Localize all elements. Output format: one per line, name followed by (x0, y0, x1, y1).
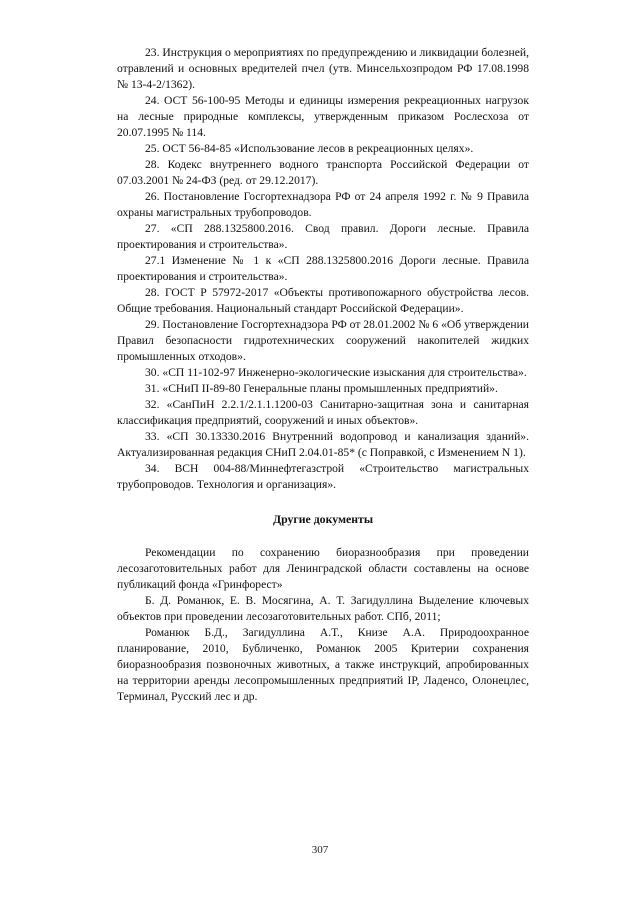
list-item: 30. «СП 11-102-97 Инженерно-экологические изыскания для строительства». (145, 366, 527, 379)
list-item: Б. Д. Романюк, Е. В. Мосягина, А. Т. Загидуллина Выделение ключевых объектов при проведении лесозаготовительных работ. СПб, 2011; (117, 594, 529, 623)
section-heading: Другие документы (272, 512, 374, 526)
list-item: 24. ОСТ 56-100-95 Методы и единицы измерения рекреационных нагрузок на лесные природные комплексы, утвержденным приказом Рослесхоза от 20.07.1995 № 114. (117, 94, 529, 139)
page-number: 307 (311, 844, 329, 856)
page-body (117, 45, 529, 705)
list-item: 28. Кодекс внутреннего водного транспорта Российской Федерации от 07.03.2001 № 24-ФЗ (ред. от 29.12.2017). (117, 158, 529, 187)
list-item: 26. Постановление Госгортехнадзора РФ от 24 апреля 1992 г. № 9 Правила охраны магистральных трубопроводов. (117, 190, 529, 219)
list-item: 23. Инструкция о мероприятиях по предупреждению и ликвидации болезней, отравлений и основных вредителей пчел (утв. Минсельхозпродом РФ 17.08.1998 № 13-4-2/1362). (117, 46, 530, 91)
references-list (117, 45, 529, 493)
other-documents-list (117, 545, 529, 705)
list-item: 33. «СП 30.13330.2016 Внутренний водопровод и канализация зданий». Актуализированная редакция СНиП 2.04.01-85* (с Поправкой, с Изменением N 1). (117, 430, 529, 459)
list-item: Рекомендации по сохранению биоразнообразия при проведении лесозаготовительных работ для Ленинградской области составлены на основе публикаций фонда «Гринфорест» (117, 546, 529, 591)
list-item: 32. «СанПиН 2.2.1/2.1.1.1200-03 Санитарно-защитная зона и санитарная классификация предприятий, сооружений и иных объектов». (117, 398, 529, 427)
list-item: 25. ОСТ 56-84-85 «Использование лесов в рекреационных целях». (145, 142, 474, 155)
list-item: 29. Постановление Госгортехнадзора РФ от 28.01.2002 № 6 «Об утверждении Правил безопасности гидротехнических сооружений накопителей жидких промышленных отходов». (117, 318, 529, 363)
list-item: 28. ГОСТ Р 57972-2017 «Объекты противопожарного обустройства лесов. Общие требования. Национальный стандарт Российской Федерации». (117, 286, 529, 315)
list-item: 34. ВСН 004-88/Миннефтегазстрой «Строительство магистральных трубопроводов. Технология и организация». (117, 462, 529, 491)
list-item: Романюк Б.Д., Загидуллина А.Т., Книзе А.А. Природоохранное планирование, 2010, Бубличенко, Романюк 2005 Критерии сохранения биоразнообразия позвоночных животных, а также инструкций, апробированных на территории аренды лесопромышленных предприятий IP, Ладенсо, Олонецлес, Терминал, Русский лес и др. (117, 626, 529, 703)
list-item: 31. «СНиП II-89-80 Генеральные планы промышленных предприятий». (145, 382, 498, 395)
list-item: 27.1 Изменение № 1 к «СП 288.1325800.2016 Дороги лесные. Правила проектирования и строительства». (117, 254, 529, 283)
list-item: 27. «СП 288.1325800.2016. Свод правил. Дороги лесные. Правила проектирования и строительства». (117, 222, 529, 251)
